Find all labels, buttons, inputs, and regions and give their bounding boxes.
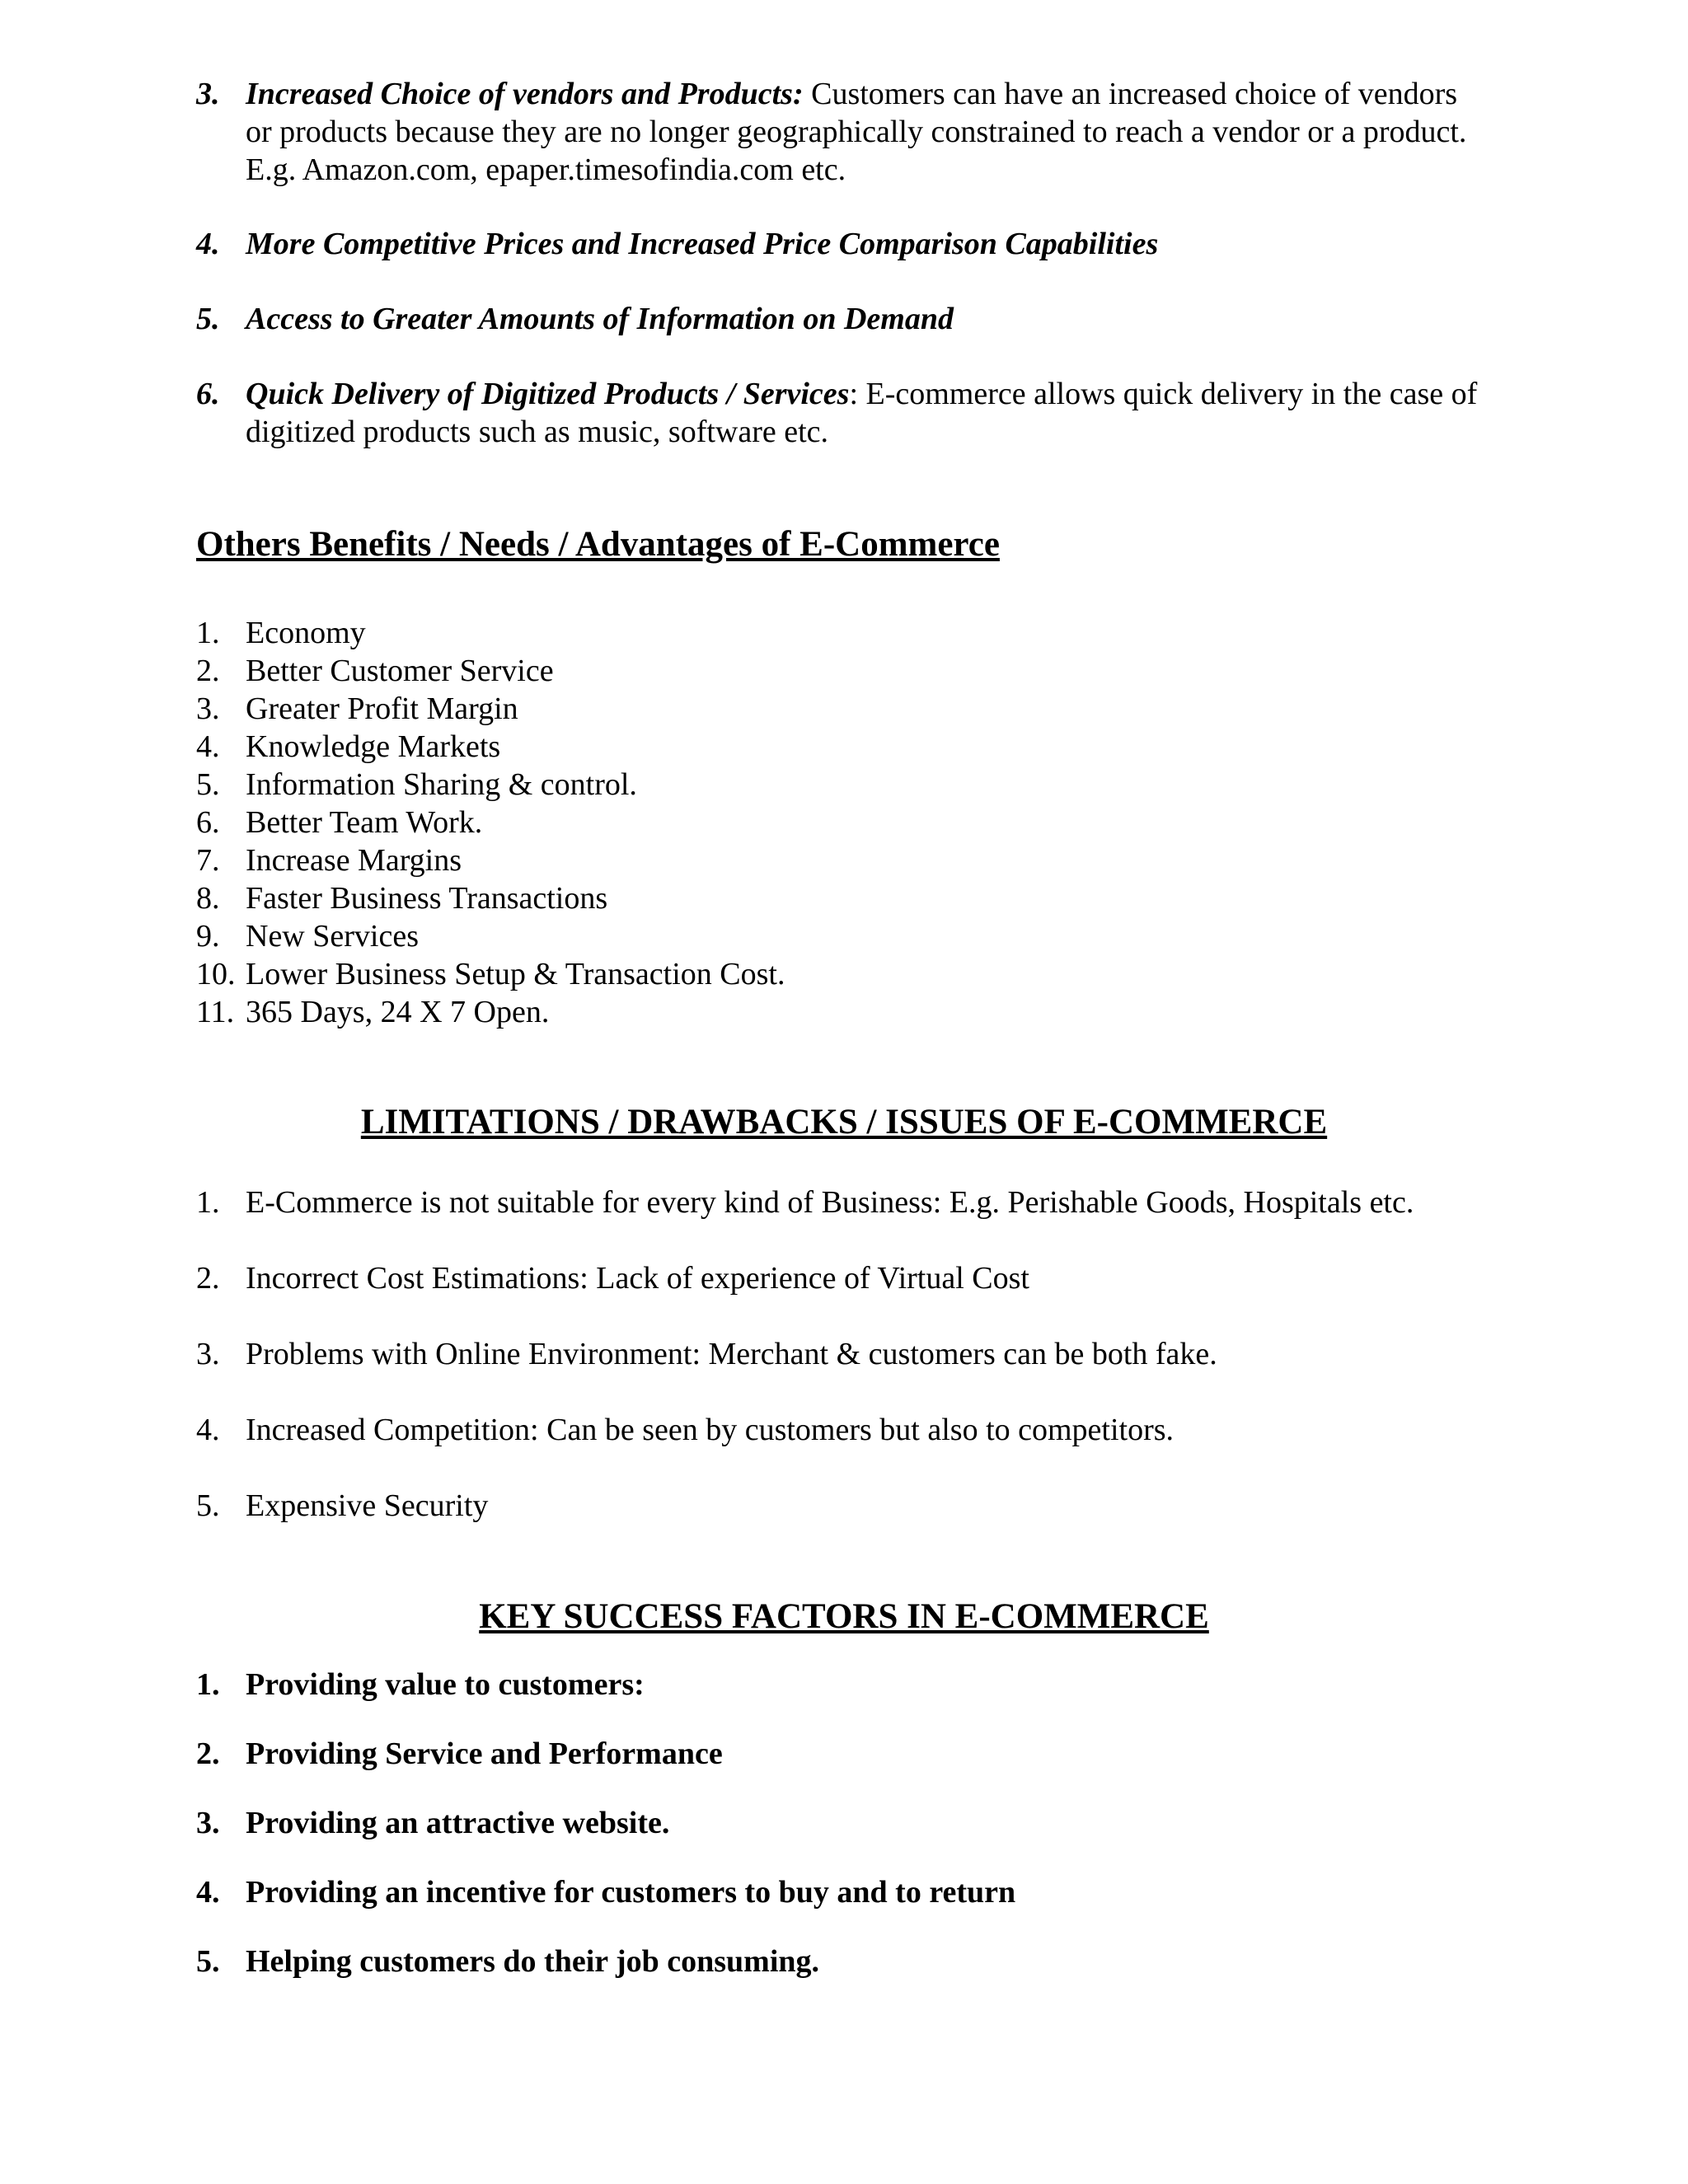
intro-point-number: 3.	[196, 77, 220, 111]
intro-point-6-line-2: digitized products such as music, software etc.	[246, 415, 829, 449]
list-item-text: Increased Competition: Can be seen by customers but also to competitors.	[246, 1413, 1175, 1447]
list-item-text: Economy	[246, 616, 366, 650]
list-item-text: New Services	[246, 919, 419, 954]
list-item-text: Providing an incentive for customers to buy and to return	[246, 1875, 1016, 1910]
intro-point-number: 6.	[196, 377, 220, 411]
list-item-text: Faster Business Transactions	[246, 881, 608, 916]
intro-point-number: 4.	[196, 227, 220, 261]
list-item-number: 10.	[196, 957, 236, 991]
list-item-text: Providing value to customers:	[246, 1667, 645, 1702]
list-item-number: 4.	[196, 1875, 220, 1910]
list-item-text: E-Commerce is not suitable for every kind of Business: E.g. Perishable Goods, Hospitals etc.	[246, 1185, 1414, 1220]
list-item-text: Problems with Online Environment: Merchant & customers can be both fake.	[246, 1337, 1217, 1371]
list-item-text: Greater Profit Margin	[246, 691, 518, 726]
list-item-text: Increase Margins	[246, 843, 462, 878]
list-item-number: 5.	[196, 767, 220, 802]
list-item-number: 3.	[196, 691, 220, 726]
intro-point-title: Increased Choice of vendors and Products:	[246, 77, 804, 111]
list-item-text: Helping customers do their job consuming.	[246, 1944, 820, 1979]
intro-point-text: Customers can have an increased choice of vendors	[803, 77, 1458, 111]
list-item-text: Incorrect Cost Estimations: Lack of experience of Virtual Cost	[246, 1261, 1029, 1296]
list-item-number: 3.	[196, 1337, 220, 1371]
limitations-heading: LIMITATIONS / DRAWBACKS / ISSUES OF E-COMMERCE	[360, 1103, 1328, 1141]
list-item-number: 1.	[196, 616, 220, 650]
list-item-text: Better Team Work.	[246, 805, 483, 840]
intro-point-3-line-3: E.g. Amazon.com, epaper.timesofindia.com etc.	[246, 152, 846, 187]
intro-point-body	[246, 75, 1457, 113]
list-item-text: Expensive Security	[246, 1488, 489, 1523]
intro-point-text: : E-commerce allows quick delivery in the case of	[849, 377, 1478, 411]
intro-point-title: Access to Greater Amounts of Information on Demand	[246, 302, 954, 336]
list-item-number: 2.	[196, 1261, 220, 1296]
list-item-text: Better Customer Service	[246, 654, 554, 688]
intro-point-title: More Competitive Prices and Increased Price Comparison Capabilities	[246, 227, 1159, 261]
intro-point-title: Quick Delivery of Digitized Products / Services	[246, 377, 850, 411]
list-item-text: Providing Service and Performance	[246, 1736, 723, 1771]
list-item-text: 365 Days, 24 X 7 Open.	[246, 995, 550, 1029]
list-item-number: 5.	[196, 1944, 220, 1979]
list-item-number: 4.	[196, 729, 220, 764]
list-item-text: Providing an attractive website.	[246, 1806, 670, 1840]
list-item-number: 11.	[196, 995, 235, 1029]
list-item-number: 7.	[196, 843, 220, 878]
list-item-number: 2.	[196, 1736, 220, 1771]
list-item-number: 6.	[196, 805, 220, 840]
list-item-text: Information Sharing & control.	[246, 767, 637, 802]
list-item-number: 9.	[196, 919, 220, 954]
benefits-heading: Others Benefits / Needs / Advantages of E-Commerce	[196, 525, 1000, 564]
list-item-number: 3.	[196, 1806, 220, 1840]
list-item-number: 1.	[196, 1667, 220, 1702]
intro-point-body	[246, 375, 1477, 413]
intro-point-3-line-2: or products because they are no longer geographically constrained to reach a vendor or a product.	[246, 115, 1467, 149]
list-item-number: 2.	[196, 654, 220, 688]
list-item-number: 5.	[196, 1488, 220, 1523]
intro-point-number: 5.	[196, 302, 220, 336]
list-item-text: Lower Business Setup & Transaction Cost.	[246, 957, 785, 991]
list-item-number: 8.	[196, 881, 220, 916]
list-item-text: Knowledge Markets	[246, 729, 501, 764]
list-item-number: 4.	[196, 1413, 220, 1447]
success-factors-heading: KEY SUCCESS FACTORS IN E-COMMERCE	[479, 1597, 1209, 1636]
list-item-number: 1.	[196, 1185, 220, 1220]
